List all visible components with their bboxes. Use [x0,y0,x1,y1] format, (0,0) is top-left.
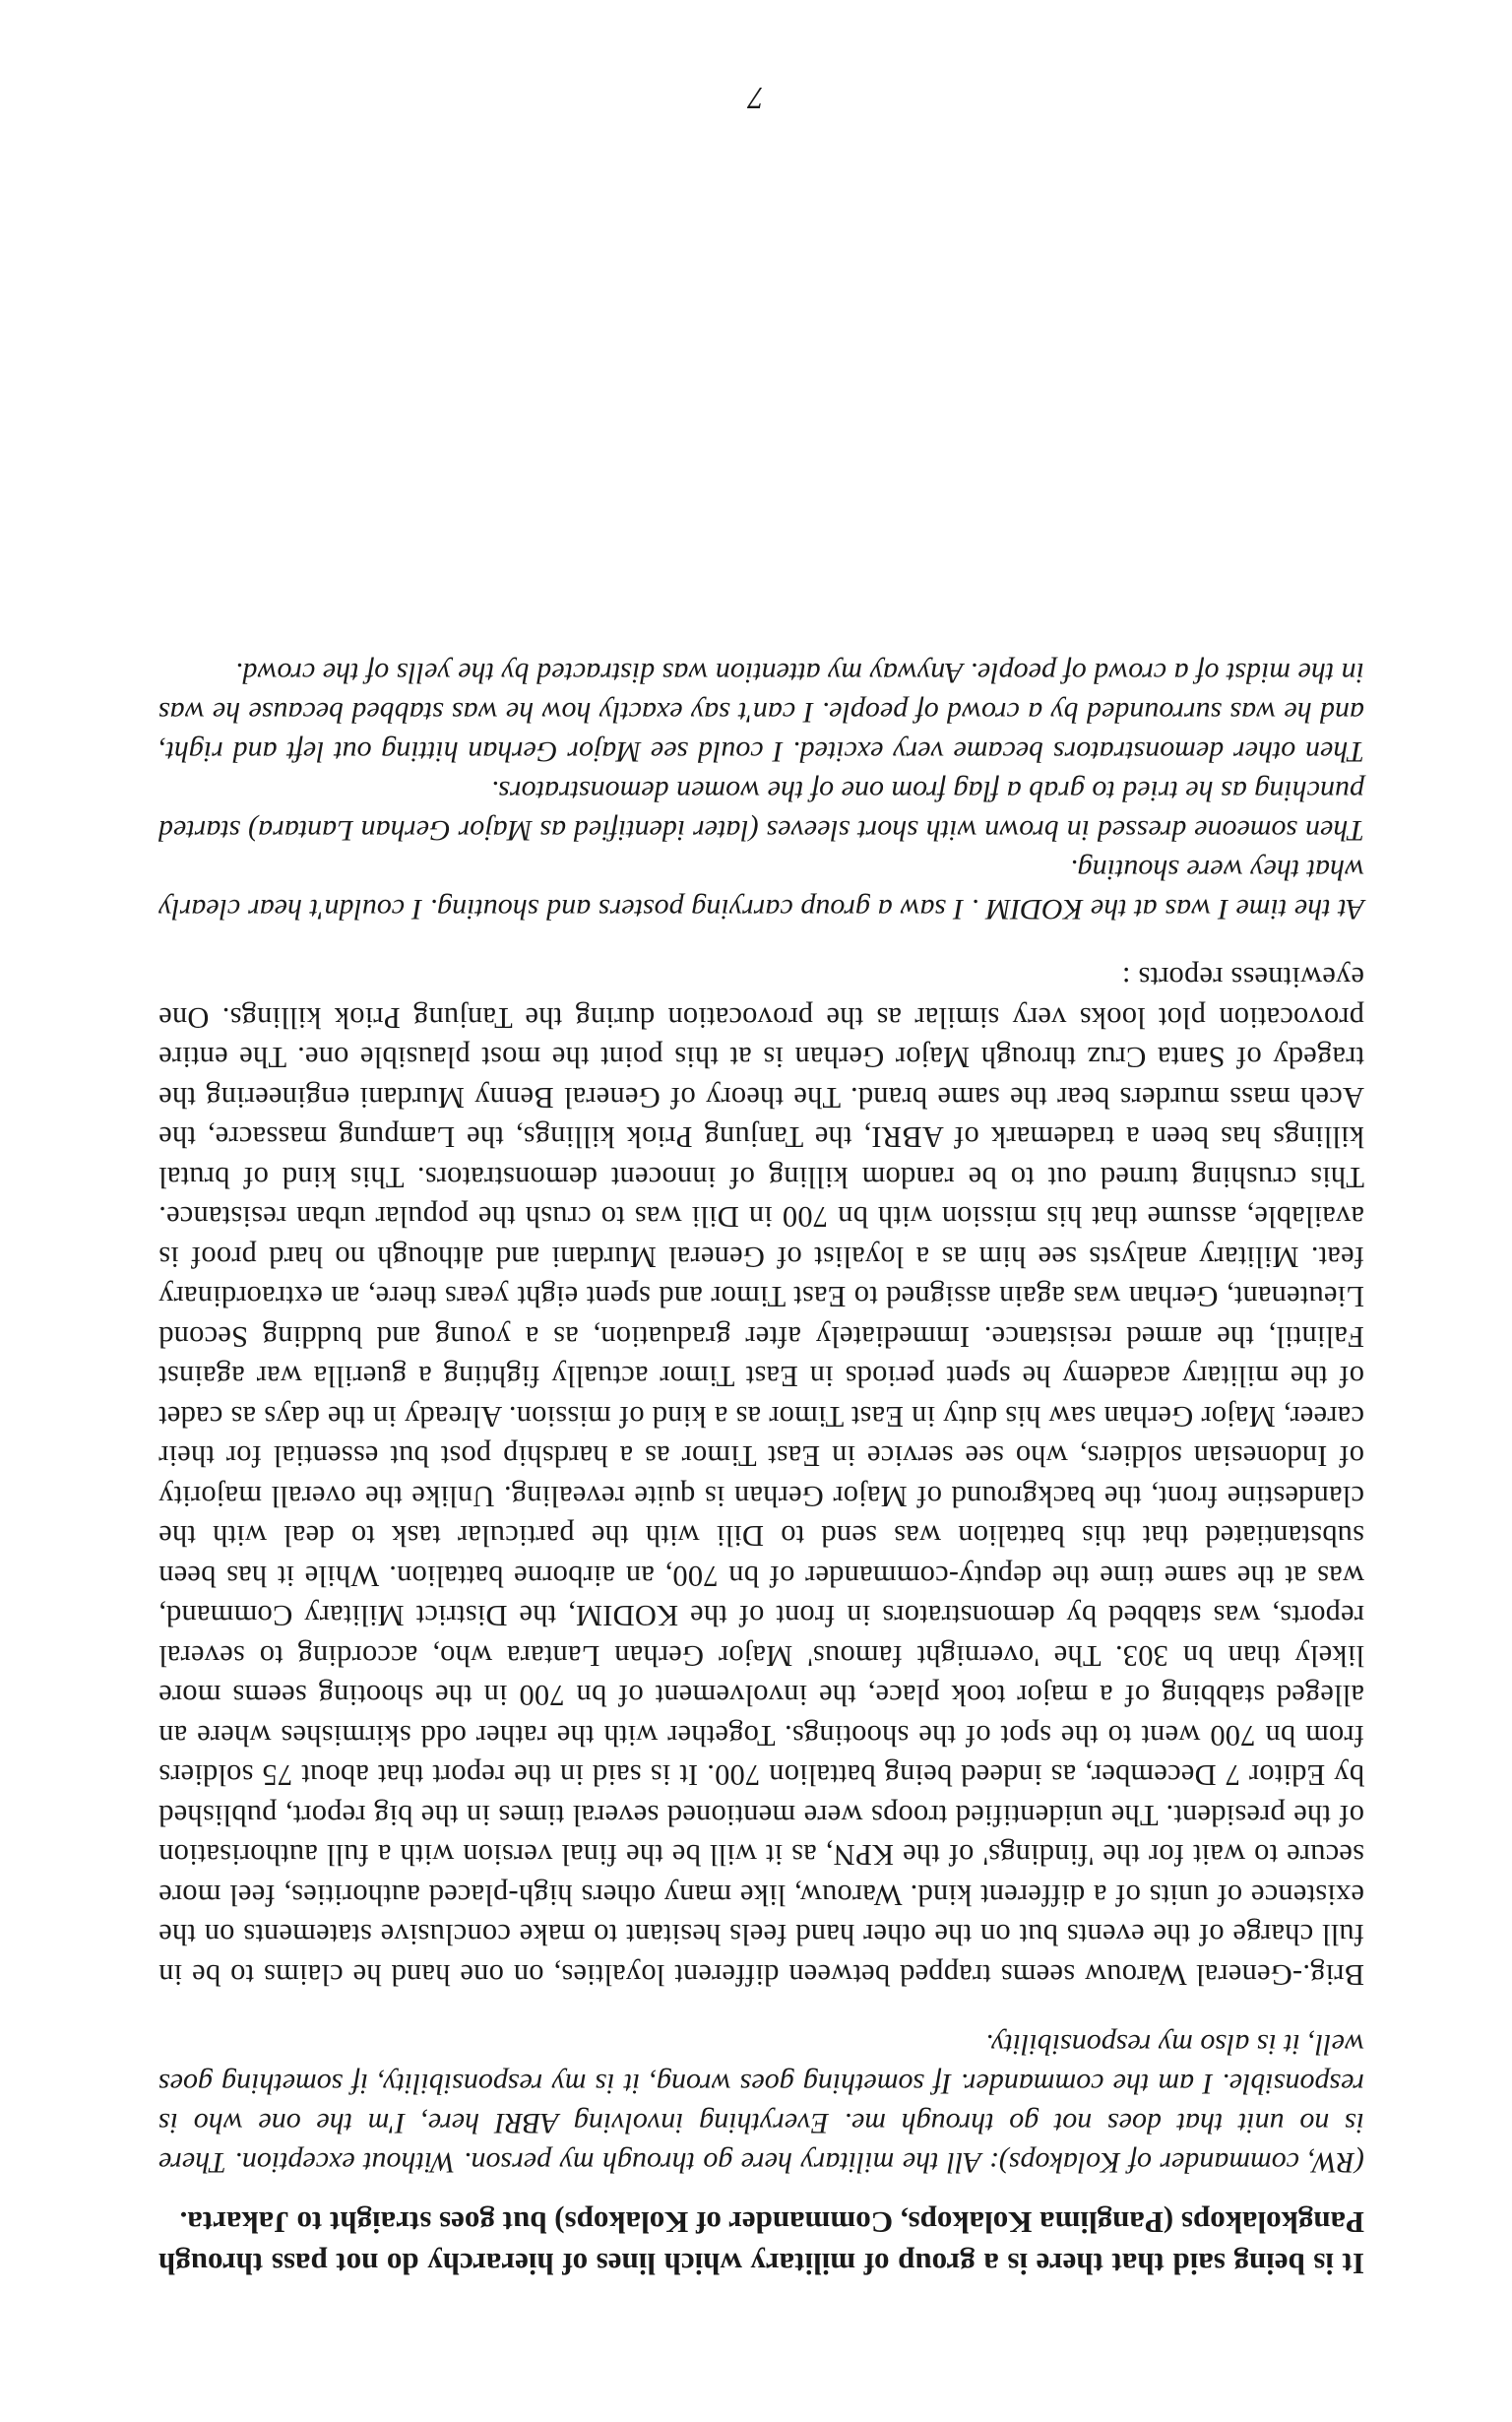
body-paragraph: Brig.-General Warouw seems trapped between different loyalties, on one hand he claims to be in full charge of the events but on the other hand feels hesitant to make conclusive statements on the existence of units of a different kind. Warouw, like many others high-placed authorities, feel more secure to wait for the 'findings' of the KPN, as it will be the final version with a full authorisation of the president. The unidentified troops were mentioned several times in the big report, published by Editor 7 December, as indeed being battalion 700. It is said in the report that about 75 soldiers from bn 700 went to the spot of the shootings. Together with the rather odd skirmishes where an alleged stabbing of a major took place, the involvement of bn 700 in the shooting seems more likely than bn 303. The 'overnight famous' Major Gerhan Lantara who, according to several reports, was stabbed by demonstrators in front of the KODIM, the District Military Command, was at the same time the deputy-commander of bn 700, an airborne battalion. While it has been substantiated that this battalion was send to Dili with the particular task to deal with the clandestine front, the background of Major Gerhan is quite revealing. Unlike the overall majority of Indonesian soldiers, who see service in East Timor as a hardship post but essential for their career, Major Gerhan saw his duty in East Timor as a kind of mission. Already in the days as cadet of the military academy he spent periods in East Timor actually fighting a guerilla war against Falintil, the armed resistance. Immediately after graduation, as a young and budding Second Lieutenant, Gerhan was again assigned to East Timor and spent eight years there, an extraordinary feat. Military analysts see him as a loyalist of General Murdani and although no hard proof is available, assume that his mission with bn 700 in Dili was to crush the popular urban resistance. This crushing turned out to be random killing of innocent demonstrators. This kind of brutal killings has been a trademark of ABRI, the Tanjung Priok killings, the Lampung massacre, the Aceh mass murders bear the same brand. The theory of General Benny Murdani engineering the tragedy of Santa Cruz through Major Gerhan is at this point the most plausible one. The entire provocation plot looks very similar as the provocation during the Tanjung Priok killings. One eyewitness reports : [158,961,1364,1992]
commander-quote: (RW, commander of Kolakops): All the military here go through my person. Without exception. There is no unit that does not go through me. Everything involving ABRI here, I'm the one who is responsible. I am the commander. If something goes wrong, it is my responsibility, if something goes well, it is also my responsibility. [158,2028,1364,2179]
page-number: 7 [748,81,764,116]
eyewitness-quote-2: Then someone dressed in brown with short sleeves (later identified as Major Gerhan Lantara) started punching as he tried to grab a flag from one of the women demonstrators. [158,775,1364,847]
eyewitness-quote-1: At the time I was at the KODIM . I saw a group carrying posters and shouting. I couldn't hear clearly what they were shouting. [158,854,1364,925]
section-heading: It is being said that there is a group of military which lines of hierarchy do not pass through Pangkolakops (Panglima Kolakops, Commander of Kolakops) but goes straight to Jakarta. [158,2205,1364,2281]
eyewitness-quote-3: Then other demonstrators became very excited. I could see Major Gerhan hitting out left and right, and he was surrounded by a crowd of people. I can't say exactly how he was stabbed because he was in the midst of a crowd of people. Anyway my attention was distracted by the yells of the crowd. [158,657,1364,768]
text-column [158,653,1364,2284]
